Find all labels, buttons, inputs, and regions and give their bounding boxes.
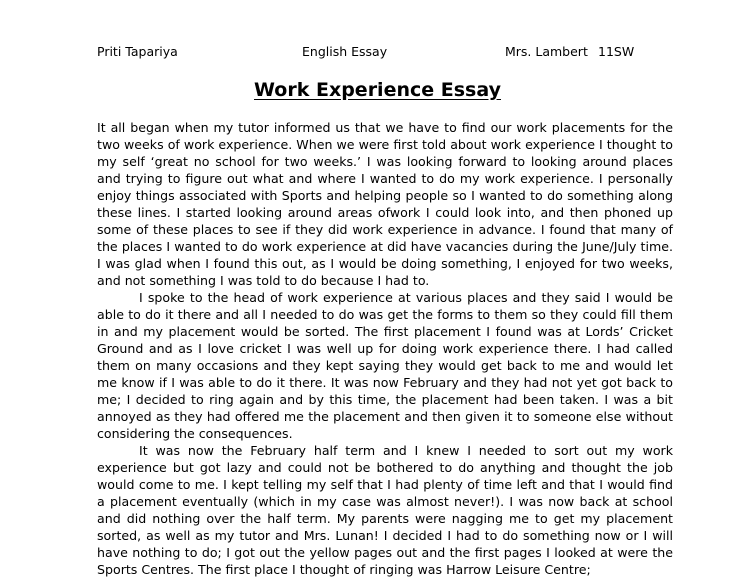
essay-body	[97, 119, 673, 578]
essay-title: Work Experience Essay	[254, 79, 501, 101]
class-code: 11SW	[598, 44, 635, 59]
paragraph: I spoke to the head of work experience at various places and they said I would be able to do it there and all I needed to do was get the forms to them so they could fill them in and my placement would be sorted. The first placement I found was at Lords’ Cricket Ground and as I love cricket I was well up for doing work experience there. I had called them on many occasions and they kept saying they would get back to me and would let me know if I was able to do it there. It was now February and they had not yet got back to me; I decided to ring again and by this time, the placement had been taken. I was a bit annoyed as they had offered me the placement and then given it to someone else without considering the consequences.	[97, 290, 673, 441]
essay-title-container	[0, 78, 755, 102]
author-name: Priti Tapariya	[97, 44, 178, 59]
teacher-name: Mrs. Lambert	[505, 44, 588, 59]
subject-label: English Essay	[302, 44, 388, 59]
paragraph: It all began when my tutor informed us that we have to find our work placements for the two weeks of work experience. When we were first told about work experience I thought to my self ‘great no school for two weeks.’ I was looking forward to looking around places and trying to figure out what and where I wanted to do my work experience. I personally enjoy things associated with Sports and helping people so I wanted to do something along these lines. I started looking around areas ofwork I could look into, and then phoned up some of these places to see if they did work experience in advance. I found that many of the places I wanted to do work experience at did have vacancies during the June/July time. I was glad when I found this out, as I would be doing something, I enjoyed for two weeks, and not something I was told to do because I had to.	[97, 120, 673, 288]
paragraph: It was now the February half term and I knew I needed to sort out my work experience but got lazy and could not be bothered to do anything and thought the job would come to me. I kept telling my self that I had plenty of time left and that I would find a placement eventually (which in my case was almost never!). I was now back at school and did nothing over the half term. My parents were nagging me to get my placement sorted, as well as my tutor and Mrs. Lunan! I decided I had to do something now or I will have nothing to do; I got out the yellow pages out and the first pages I looked at were the Sports Centres. The first place I thought of ringing was Harrow Leisure Centre;	[97, 443, 673, 577]
document-header	[0, 44, 755, 60]
